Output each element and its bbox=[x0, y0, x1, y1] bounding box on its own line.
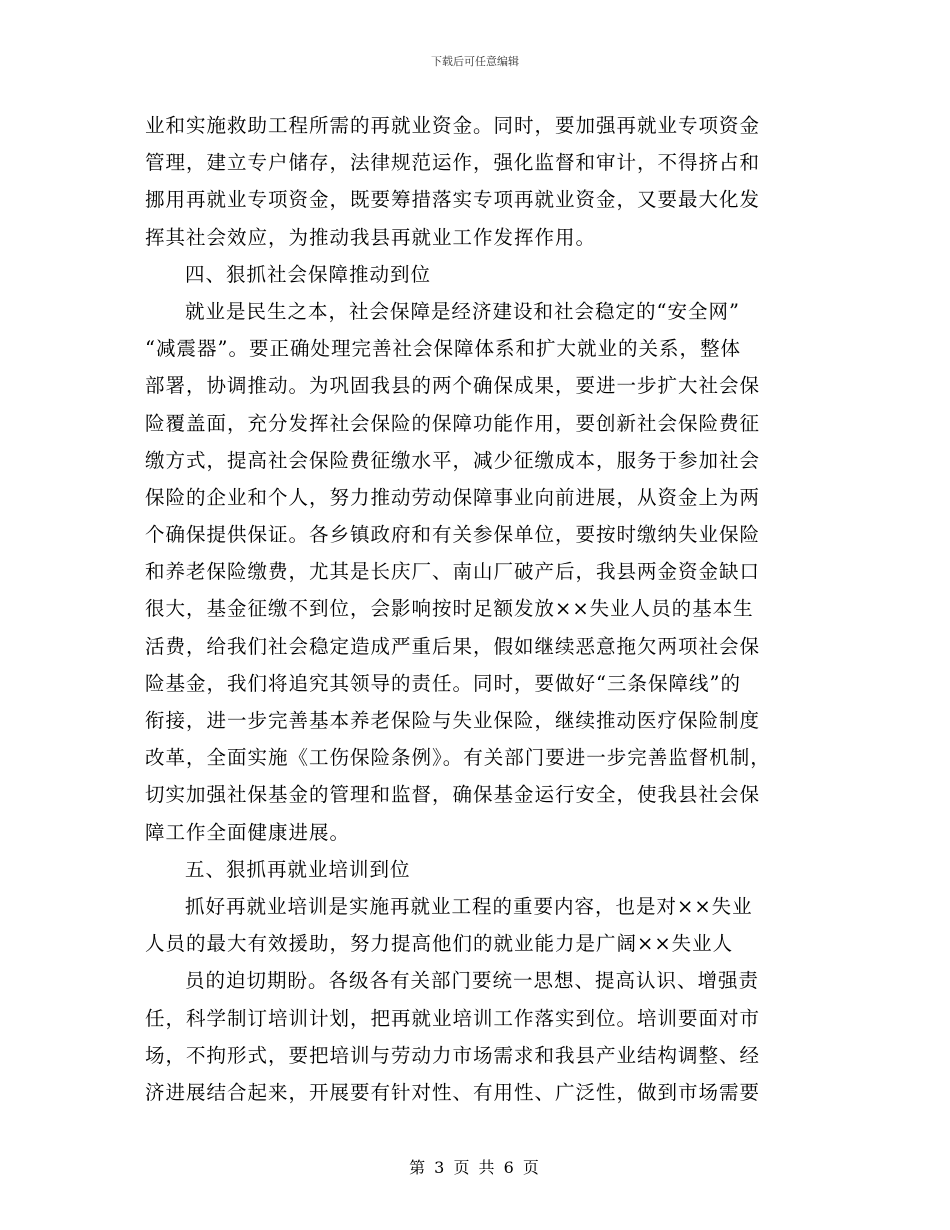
text-line: 挪用再就业专项资金，既要筹措落实专项再就业资金，又要最大化发 bbox=[145, 188, 761, 212]
text-line: 四、狠抓社会保障推动到位 bbox=[185, 262, 432, 286]
page-footer: 第 3 页 共 6 页 bbox=[409, 1158, 541, 1177]
text-line: 业和实施救助工程所需的再就业资金。同时，要加强再就业专项资金 bbox=[145, 114, 761, 137]
text-line: 切实加强社保基金的管理和监督，确保基金运行安全，使我县社会保 bbox=[145, 783, 761, 807]
text-line: 部署，协调推动。为巩固我县的两个确保成果，要进一步扩大社会保 bbox=[145, 374, 761, 398]
text-line: “减震器”。要正确处理完善社会保障体系和扩大就业的关系，整体 bbox=[145, 337, 741, 361]
page-header: 下载后可任意编辑 bbox=[431, 55, 519, 68]
text-line: 就业是民生之本，社会保障是经济建设和社会稳定的“安全网” bbox=[185, 299, 740, 323]
text-line: 挥其社会效应，为推动我县再就业工作发挥作用。 bbox=[145, 225, 597, 249]
text-line: 活费，给我们社会稳定造成严重后果，假如继续恶意拖欠两项社会保 bbox=[145, 634, 761, 658]
text-line: 障工作全面健康进展。 bbox=[145, 820, 351, 844]
text-line: 险覆盖面，充分发挥社会保险的保障功能作用，要创新社会保险费征 bbox=[145, 411, 761, 435]
text-line: 衔接，进一步完善基本养老保险与失业保险，继续推动医疗保险制度 bbox=[145, 709, 761, 732]
text-line: 员的迫切期盼。各级各有关部门要统一思想、提高认识、增强责 bbox=[185, 969, 760, 993]
text-line: 改革，全面实施《工伤保险条例》。有关部门要进一步完善监督机制， bbox=[145, 746, 771, 770]
text-line: 任，科学制订培训计划，把再就业培训工作落实到位。培训要面对市 bbox=[145, 1006, 761, 1030]
body-text bbox=[145, 107, 815, 1111]
text-line: 险基金，我们将追究其领导的责任。同时，要做好“三条保障线”的 bbox=[145, 671, 741, 695]
text-line: 管理，建立专户储存，法律规范运作，强化监督和审计，不得挤占和 bbox=[145, 151, 761, 175]
text-line: 五、狠抓再就业培训到位 bbox=[185, 857, 411, 881]
text-line: 场，不拘形式，要把培训与劳动力市场需求和我县产业结构调整、经 bbox=[145, 1043, 761, 1067]
text-line: 人员的最大有效援助，努力提高他们的就业能力是广阔××失业人 bbox=[145, 932, 734, 956]
text-line: 个确保提供保证。各乡镇政府和有关参保单位，要按时缴纳失业保险 bbox=[145, 523, 761, 547]
text-line: 很大，基金征缴不到位，会影响按时足额发放××失业人员的基本生 bbox=[145, 597, 754, 621]
text-line: 保险的企业和个人，努力推动劳动保障事业向前进展，从资金上为两 bbox=[145, 485, 761, 509]
text-line: 和养老保险缴费，尤其是长庆厂、南山厂破产后，我县两金资金缺口 bbox=[145, 560, 761, 584]
text-line: 济进展结合起来，开展要有针对性、有用性、广泛性，做到市场需要 bbox=[145, 1080, 761, 1104]
text-line: 缴方式，提高社会保险费征缴水平，减少征缴成本，服务于参加社会 bbox=[145, 448, 761, 472]
text-line: 抓好再就业培训是实施再就业工程的重要内容，也是对××失业 bbox=[185, 894, 753, 918]
